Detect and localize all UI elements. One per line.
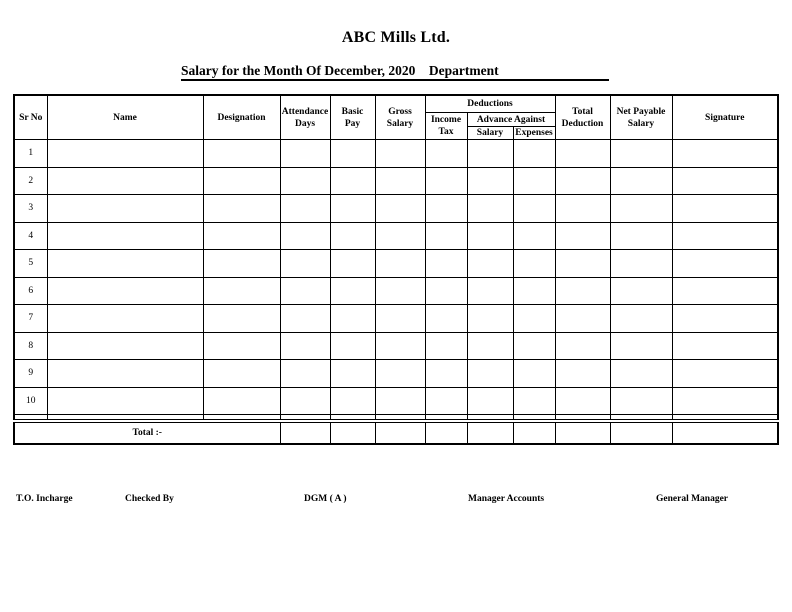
name-cell[interactable] [47,360,203,388]
signature-cell[interactable] [672,360,778,388]
gross-salary-cell[interactable] [375,195,425,223]
name-cell[interactable] [47,167,203,195]
sr-no-cell: 8 [14,332,47,360]
income-tax-cell[interactable] [425,140,467,168]
designation-cell[interactable] [203,305,280,333]
gross-salary-cell[interactable] [375,387,425,415]
header-gross-line1: Gross [388,106,412,117]
basic-pay-cell[interactable] [330,250,375,278]
table-row [14,167,778,195]
total-signature-cell[interactable] [672,421,778,444]
designation-cell[interactable] [203,140,280,168]
total-income-tax-cell[interactable] [425,421,467,444]
attendance-cell[interactable] [280,195,330,223]
salary-table [13,94,779,445]
designation-cell[interactable] [203,332,280,360]
net-payable-cell[interactable] [610,250,672,278]
attendance-cell[interactable] [280,250,330,278]
designation-cell[interactable] [203,387,280,415]
sr-no-cell: 1 [14,140,47,168]
sr-no-cell: 10 [14,387,47,415]
total-deduction-cell[interactable] [555,387,610,415]
attendance-cell[interactable] [280,140,330,168]
total-deduction-cell[interactable] [555,140,610,168]
total-deduction-cell[interactable] [555,332,610,360]
signature-cell[interactable] [672,387,778,415]
income-tax-cell[interactable] [425,222,467,250]
header-name: Name [47,95,203,140]
header-signature: Signature [672,95,778,140]
salary-subtitle: Salary for the Month Of December, 2020 Department [181,63,609,81]
total-deduction-cell[interactable] [555,222,610,250]
total-advance-salary-cell[interactable] [467,421,513,444]
attendance-cell[interactable] [280,222,330,250]
header-deductions: Deductions [425,95,555,113]
net-payable-cell[interactable] [610,140,672,168]
sr-no-cell: 9 [14,360,47,388]
total-advance-expenses-cell[interactable] [513,421,555,444]
income-tax-cell[interactable] [425,195,467,223]
name-cell[interactable] [47,140,203,168]
designation-cell[interactable] [203,222,280,250]
advance-salary-cell[interactable] [467,360,513,388]
advance-expenses-cell[interactable] [513,140,555,168]
total-deduction-cell[interactable] [555,360,610,388]
total-net-payable-cell[interactable] [610,421,672,444]
name-cell[interactable] [47,195,203,223]
signature-cell[interactable] [672,167,778,195]
net-payable-cell[interactable] [610,195,672,223]
header-net-payable [610,95,672,140]
header-net-payable-line2: Salary [627,118,655,129]
gross-salary-cell[interactable] [375,222,425,250]
name-cell[interactable] [47,332,203,360]
header-net-payable-line1: Net Payable [616,106,666,117]
header-gross-line2: Salary [386,118,414,129]
total-deduction-cell[interactable] [555,305,610,333]
table-row [14,250,778,278]
header-advance-salary: Salary [467,127,513,140]
gross-salary-cell[interactable] [375,167,425,195]
total-deduction-cell[interactable] [555,250,610,278]
advance-salary-cell[interactable] [467,250,513,278]
basic-pay-cell[interactable] [330,387,375,415]
gross-salary-cell[interactable] [375,277,425,305]
advance-salary-cell[interactable] [467,332,513,360]
name-cell[interactable] [47,387,203,415]
advance-expenses-cell[interactable] [513,195,555,223]
header-attendance-line2: Days [294,118,316,129]
basic-pay-cell[interactable] [330,360,375,388]
table-row [14,332,778,360]
designation-cell[interactable] [203,195,280,223]
sr-no-cell: 6 [14,277,47,305]
header-sr-no: Sr No [14,95,47,140]
net-payable-cell[interactable] [610,305,672,333]
header-attendance-line1: Attendance [281,106,329,117]
net-payable-cell[interactable] [610,332,672,360]
advance-expenses-cell[interactable] [513,277,555,305]
footer-to-incharge: T.O. Incharge [16,494,73,504]
attendance-cell[interactable] [280,305,330,333]
total-deduction-cell[interactable] [555,277,610,305]
advance-salary-cell[interactable] [467,305,513,333]
header-total-deduction [555,95,610,140]
net-payable-cell[interactable] [610,387,672,415]
footer-dgm: DGM ( A ) [304,494,347,504]
income-tax-cell[interactable] [425,360,467,388]
table-row [14,222,778,250]
gross-salary-cell[interactable] [375,360,425,388]
signature-cell[interactable] [672,222,778,250]
header-attendance-days [280,95,330,140]
header-gross-salary [375,95,425,140]
signature-cell[interactable] [672,195,778,223]
total-deduction-cell[interactable] [555,421,610,444]
gross-salary-cell[interactable] [375,250,425,278]
header-total-deduction-line1: Total [572,106,593,117]
advance-salary-cell[interactable] [467,195,513,223]
header-income-tax-line2: Tax [438,127,454,137]
header-advance-against: Advance Against [467,113,555,127]
footer-general-manager: General Manager [656,494,729,504]
advance-expenses-cell[interactable] [513,222,555,250]
company-title: ABC Mills Ltd. [341,29,451,46]
header-basic-line1: Basic [341,106,364,117]
table-row [14,277,778,305]
net-payable-cell[interactable] [610,222,672,250]
total-attendance-cell[interactable] [280,421,330,444]
footer-checked-by: Checked By [125,494,174,504]
attendance-cell[interactable] [280,332,330,360]
name-cell[interactable] [47,305,203,333]
header-advance-expenses: Expenses [513,127,555,140]
attendance-cell[interactable] [280,167,330,195]
total-basic-cell[interactable] [330,421,375,444]
header-basic-pay [330,95,375,140]
signature-cell[interactable] [672,140,778,168]
sr-no-cell: 5 [14,250,47,278]
gross-salary-cell[interactable] [375,140,425,168]
header-total-deduction-line2: Deduction [561,118,604,129]
advance-salary-cell[interactable] [467,140,513,168]
attendance-cell[interactable] [280,387,330,415]
basic-pay-cell[interactable] [330,140,375,168]
designation-cell[interactable] [203,250,280,278]
designation-cell[interactable] [203,167,280,195]
advance-salary-cell[interactable] [467,167,513,195]
total-gross-cell[interactable] [375,421,425,444]
name-cell[interactable] [47,277,203,305]
gross-salary-cell[interactable] [375,305,425,333]
advance-expenses-cell[interactable] [513,305,555,333]
table-row [14,387,778,415]
table-row [14,195,778,223]
signature-cell[interactable] [672,277,778,305]
signature-cell[interactable] [672,250,778,278]
total-row [14,421,778,444]
header-designation: Designation [203,95,280,140]
advance-expenses-cell[interactable] [513,167,555,195]
basic-pay-cell[interactable] [330,195,375,223]
table-row [14,140,778,168]
table-row [14,305,778,333]
income-tax-cell[interactable] [425,305,467,333]
advance-expenses-cell[interactable] [513,250,555,278]
designation-cell[interactable] [203,277,280,305]
advance-salary-cell[interactable] [467,222,513,250]
header-basic-line2: Pay [344,118,361,129]
basic-pay-cell[interactable] [330,277,375,305]
income-tax-cell[interactable] [425,250,467,278]
table-row [14,360,778,388]
signature-cell[interactable] [672,305,778,333]
sr-no-cell: 2 [14,167,47,195]
header-income-tax [425,113,467,140]
designation-cell[interactable] [203,360,280,388]
net-payable-cell[interactable] [610,360,672,388]
total-label: Total :- [14,421,280,444]
income-tax-cell[interactable] [425,387,467,415]
sr-no-cell: 4 [14,222,47,250]
sr-no-cell: 3 [14,195,47,223]
signature-cell[interactable] [672,332,778,360]
basic-pay-cell[interactable] [330,167,375,195]
advance-salary-cell[interactable] [467,387,513,415]
advance-expenses-cell[interactable] [513,360,555,388]
net-payable-cell[interactable] [610,167,672,195]
total-deduction-cell[interactable] [555,195,610,223]
basic-pay-cell[interactable] [330,222,375,250]
gross-salary-cell[interactable] [375,332,425,360]
footer-manager-accounts: Manager Accounts [468,494,545,504]
income-tax-cell[interactable] [425,332,467,360]
advance-expenses-cell[interactable] [513,387,555,415]
attendance-cell[interactable] [280,277,330,305]
basic-pay-cell[interactable] [330,332,375,360]
net-payable-cell[interactable] [610,277,672,305]
name-cell[interactable] [47,250,203,278]
header-income-tax-line1: Income [430,115,462,125]
name-cell[interactable] [47,222,203,250]
advance-expenses-cell[interactable] [513,332,555,360]
income-tax-cell[interactable] [425,277,467,305]
sr-no-cell: 7 [14,305,47,333]
advance-salary-cell[interactable] [467,277,513,305]
total-deduction-cell[interactable] [555,167,610,195]
basic-pay-cell[interactable] [330,305,375,333]
attendance-cell[interactable] [280,360,330,388]
income-tax-cell[interactable] [425,167,467,195]
